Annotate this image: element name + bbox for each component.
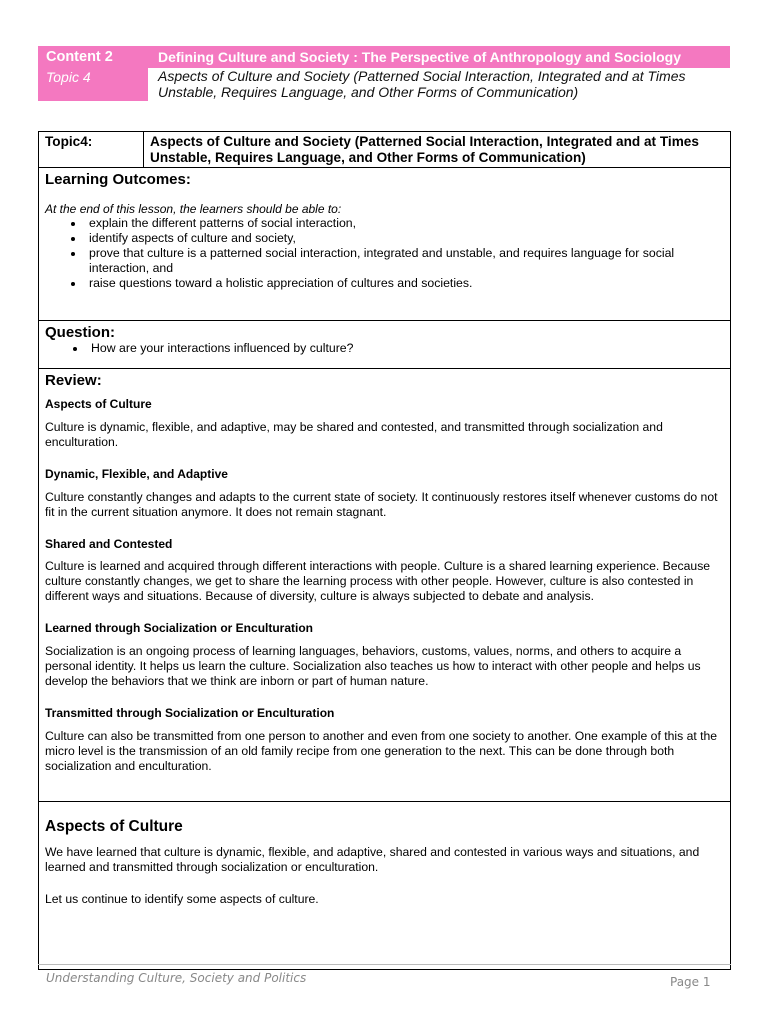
review-paragraph: Culture constantly changes and adapts to the current state of society. It continuously restores itself whenever customs do not fit in the current situation anymore. It does not remain stagnant. xyxy=(45,490,718,519)
page-number: Page 1 xyxy=(670,975,711,989)
aspects-row xyxy=(39,802,731,970)
learning-outcomes-intro: At the end of this lesson, the learners should be able to: xyxy=(45,202,342,216)
review-paragraph: Culture is dynamic, flexible, and adaptive, may be shared and contested, and transmitted through socialization and enculturation. xyxy=(45,420,663,449)
topic-row-label: Topic4: xyxy=(39,132,144,168)
list-item: • explain the different patterns of social interaction, xyxy=(85,216,724,231)
learning-outcomes-row xyxy=(39,168,731,321)
review-row xyxy=(39,369,731,802)
aspects-paragraph: Let us continue to identify some aspects of culture. xyxy=(45,892,319,906)
footer-divider xyxy=(38,964,731,965)
learning-outcomes-heading: Learning Outcomes: xyxy=(45,171,191,188)
question-list xyxy=(45,341,724,356)
topic-title: Aspects of Culture and Society (Patterned Social Interaction, Integrated and at Times Unstable, Requires Language, and Other Forms of Communication) xyxy=(158,68,686,100)
topic-row xyxy=(39,132,731,168)
list-item: • raise questions toward a holistic appreciation of cultures and societies. xyxy=(85,276,724,291)
lesson-table xyxy=(38,131,731,970)
list-item: • prove that culture is a patterned social interaction, integrated and unstable, and requires language for social interaction, and xyxy=(85,246,724,276)
content-label: Content 2 xyxy=(38,46,148,68)
question-heading: Question: xyxy=(45,324,115,341)
review-subheading: Transmitted through Socialization or Enculturation xyxy=(45,706,335,720)
review-subheading: Aspects of Culture xyxy=(45,397,152,411)
review-subheading: Dynamic, Flexible, and Adaptive xyxy=(45,467,228,481)
review-paragraph: Socialization is an ongoing process of learning languages, behaviors, customs, values, norms, and others to acquire a personal identity. It helps us learn the culture. Socialization also teaches us how to interact with other people and helps us develop the behaviors that we think are inborn or part of human nature. xyxy=(45,644,701,688)
aspects-paragraph: We have learned that culture is dynamic, flexible, and adaptive, shared and contested in various ways and situations, and learned and transmitted through socialization or enculturation. xyxy=(45,845,700,874)
review-paragraph: Culture can also be transmitted from one person to another and even from one society to another. One example of this at the micro level is the transmission of an old family recipe from one generation to the next. This can be done through both socialization and enculturation. xyxy=(45,729,718,773)
footer-course-title: Understanding Culture, Society and Politics xyxy=(46,971,307,985)
review-heading: Review: xyxy=(45,372,102,389)
list-item: • How are your interactions influenced by culture? xyxy=(87,341,724,356)
lesson-header xyxy=(38,46,730,101)
topic-label: Topic 4 xyxy=(38,68,148,101)
list-item: • identify aspects of culture and society, xyxy=(85,231,724,246)
review-subheading: Shared and Contested xyxy=(45,537,173,551)
review-paragraph: Culture is learned and acquired through different interactions with people. Culture is a shared learning experience. Because culture constantly changes, we get to share the learning process with other people. However, culture is also contested in different ways and situations. Because of diversity, culture is always subjected to debate and analysis. xyxy=(45,559,711,603)
review-subheading: Learned through Socialization or Enculturation xyxy=(45,621,314,635)
aspects-heading: Aspects of Culture xyxy=(45,818,183,835)
question-row xyxy=(39,321,731,369)
learning-outcomes-list xyxy=(45,216,724,291)
content-title: Defining Culture and Society : The Perspective of Anthropology and Sociology xyxy=(148,46,730,68)
topic-row-title: Aspects of Culture and Society (Patterned Social Interaction, Integrated and at Times Unstable, Requires Language, and Other Forms of Communication) xyxy=(144,132,731,168)
